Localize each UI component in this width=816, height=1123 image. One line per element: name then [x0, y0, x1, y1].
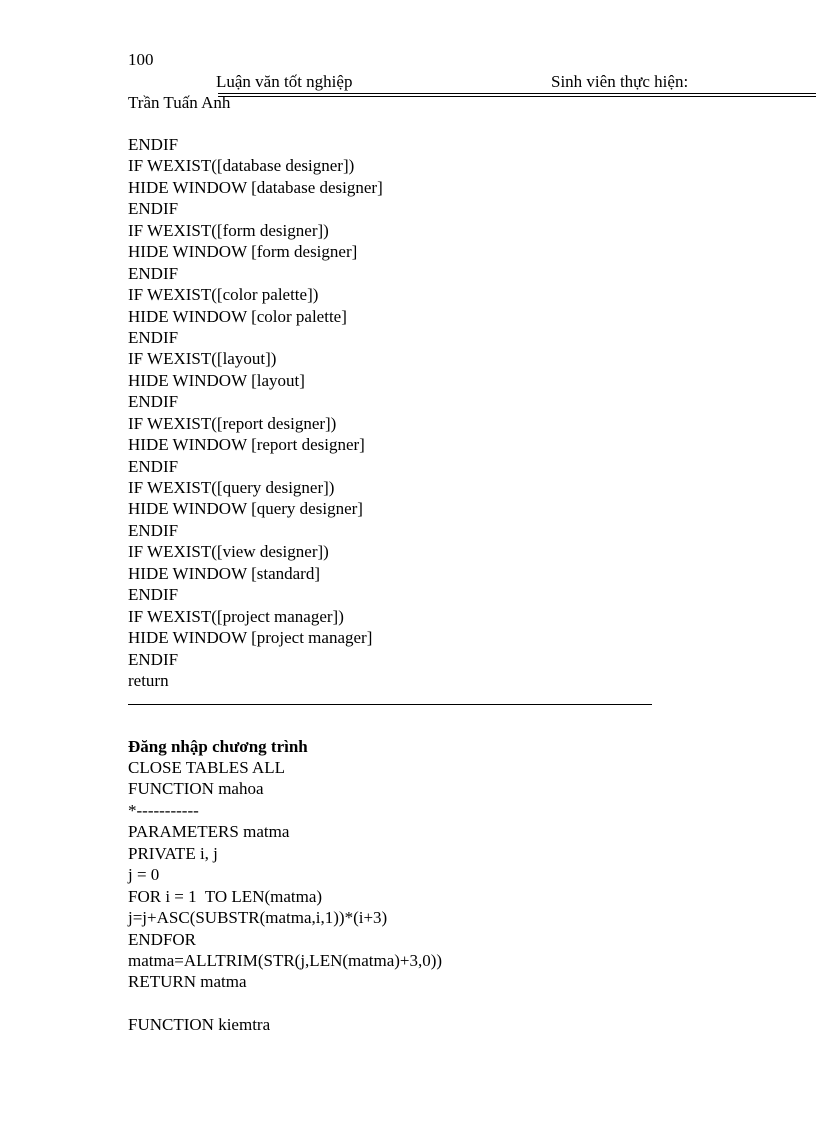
code-line: ENDIF [128, 135, 179, 154]
code-line: FUNCTION kiemtra [128, 1015, 271, 1035]
code-line: ENDIF [128, 585, 179, 605]
code-line: ENDIF [128, 649, 179, 669]
code-line: ENDIF [128, 263, 179, 283]
code-line: ENDIF [128, 456, 179, 476]
code-line: HIDE WINDOW [form designer] [128, 242, 358, 262]
code-line: ENDIF [128, 327, 179, 347]
code-line: j = 0 [128, 865, 160, 885]
header-thesis-title: Luận văn tốt nghiệp [216, 72, 353, 91]
code-line: ENDIF [128, 520, 179, 540]
code-line: FUNCTION mahoa [128, 779, 264, 799]
code-line: ENDFOR [128, 929, 197, 949]
code-line [128, 993, 442, 1014]
code-line: ENDIF [128, 392, 179, 412]
header-student-label: Sinh viên thực hiện: [551, 72, 689, 91]
code-line: HIDE WINDOW [layout] [128, 370, 305, 390]
code-line: HIDE WINDOW [report designer] [128, 435, 365, 455]
header-rule-bottom [218, 96, 816, 97]
code-line: return [128, 670, 169, 690]
page-number: 100 [128, 50, 154, 69]
code-line: IF WEXIST([project manager]) [128, 606, 344, 626]
code-line: matma=ALLTRIM(STR(j,LEN(matma)+3,0)) [128, 950, 443, 970]
code-line: HIDE WINDOW [color palette] [128, 306, 347, 326]
header-author-name: Trần Tuấn Anh [128, 93, 231, 112]
code-line: RETURN matma [128, 972, 247, 992]
section-divider [128, 704, 652, 705]
code-line: HIDE WINDOW [project manager] [128, 628, 373, 648]
code-block-login [128, 757, 442, 1036]
code-line: CLOSE TABLES ALL [128, 758, 286, 777]
code-line: HIDE WINDOW [standard] [128, 563, 320, 583]
code-line: HIDE WINDOW [database designer] [128, 177, 383, 197]
code-line: IF WEXIST([view designer]) [128, 542, 329, 562]
code-line: IF WEXIST([color palette]) [128, 285, 319, 305]
code-line: *----------- [128, 800, 199, 820]
code-line: j=j+ASC(SUBSTR(matma,i,1))*(i+3) [128, 908, 388, 928]
header-rule-top [218, 93, 816, 94]
section-title: Đăng nhập chương trình [128, 737, 308, 756]
code-line: IF WEXIST([report designer]) [128, 413, 337, 433]
code-line: IF WEXIST([database designer]) [128, 156, 355, 176]
code-line: IF WEXIST([query designer]) [128, 478, 335, 497]
code-line: PARAMETERS matma [128, 822, 290, 842]
code-line: ENDIF [128, 199, 179, 219]
code-line: HIDE WINDOW [query designer] [128, 499, 363, 519]
code-line: IF WEXIST([layout]) [128, 349, 277, 369]
code-block-window-hiding [128, 134, 383, 691]
code-line: PRIVATE i, j [128, 843, 218, 863]
code-line: IF WEXIST([form designer]) [128, 220, 329, 240]
code-line: FOR i = 1 TO LEN(matma) [128, 886, 323, 906]
